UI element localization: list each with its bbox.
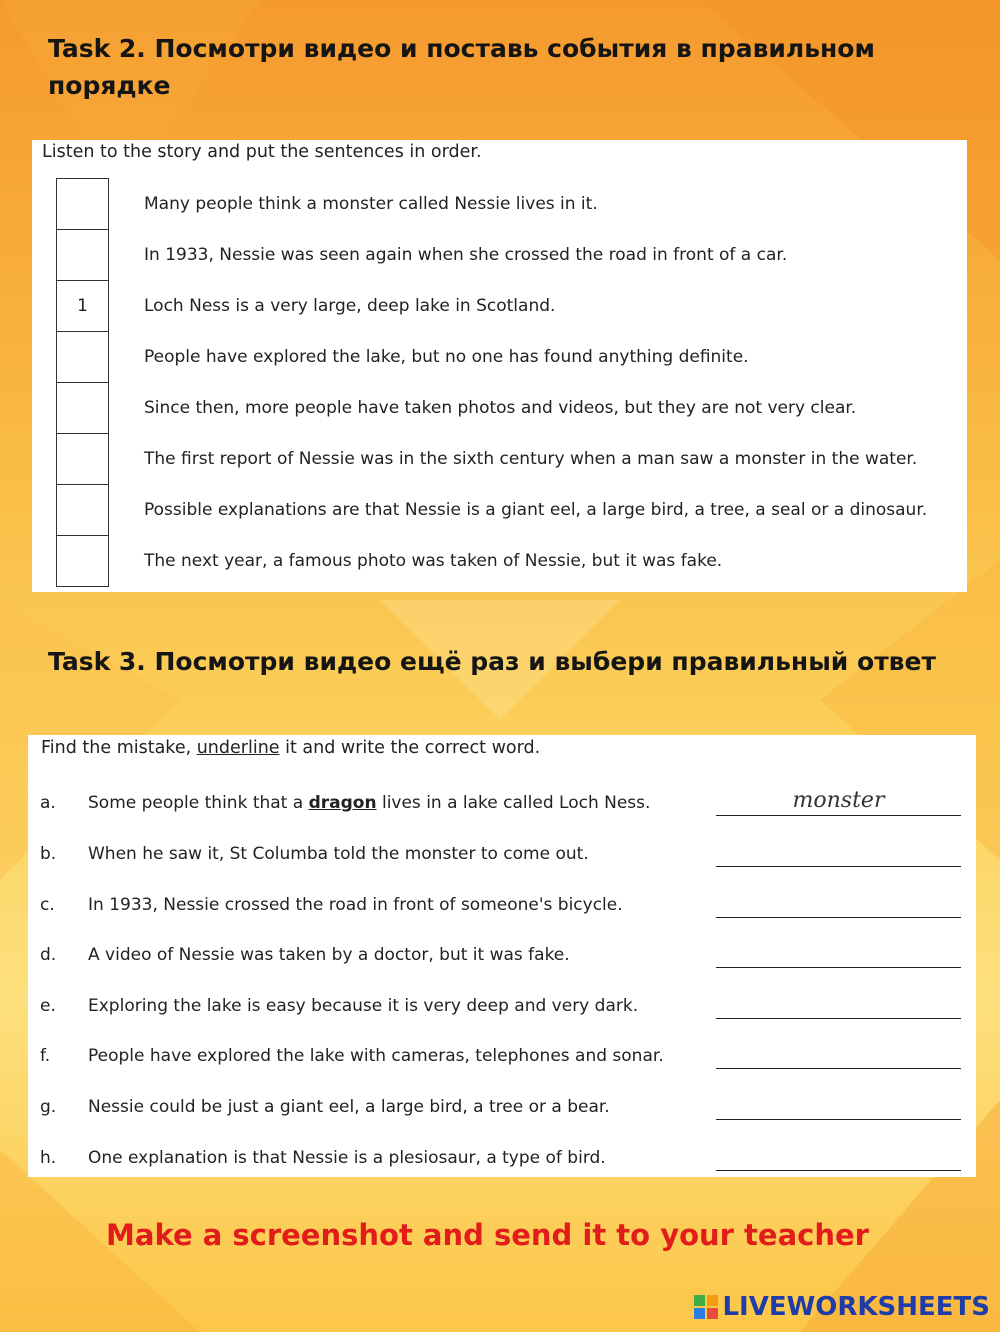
order-number-box[interactable]: 1 (57, 281, 109, 332)
liveworksheets-logo-icon (694, 1295, 718, 1319)
sentence-start: Some people think that a (88, 793, 309, 813)
order-row (57, 536, 928, 587)
order-number-box[interactable] (57, 485, 109, 536)
liveworksheets-brand[interactable] (694, 1292, 990, 1322)
item-sentence (88, 793, 650, 813)
mistake-item (28, 990, 976, 1030)
order-row (57, 434, 928, 485)
order-number-box[interactable] (57, 230, 109, 281)
marked-mistake-word[interactable]: dragon (308, 793, 377, 813)
task2-title: Task 2. Посмотри видео и поставь события в правильном порядке (48, 34, 875, 100)
ordering-table (56, 178, 928, 587)
task2-instruction: Listen to the story and put the sentences in order. (42, 142, 482, 162)
answer-field[interactable] (716, 990, 961, 1019)
order-sentence: Many people think a monster called Nessie lives in it. (144, 194, 598, 214)
order-sentence: The next year, a famous photo was taken of Nessie, but it was fake. (144, 551, 723, 571)
task3-worksheet (28, 735, 976, 1177)
item-letter: c. (40, 894, 55, 915)
mistake-item (28, 939, 976, 979)
order-row (57, 230, 928, 281)
mistake-item (28, 1040, 976, 1080)
screenshot-instruction: Make a screenshot and send it to your teacher (106, 1218, 869, 1252)
task3-instruction (41, 738, 540, 758)
mistake-item (28, 1142, 976, 1182)
mistake-item-example (28, 787, 976, 827)
order-sentence: Possible explanations are that Nessie is a giant eel, a large bird, a tree, a seal or a dinosaur. (144, 500, 928, 520)
order-sentence: In 1933, Nessie was seen again when she crossed the road in front of a car. (144, 245, 788, 265)
item-sentence[interactable]: Nessie could be just a giant eel, a large bird, a tree or a bear. (88, 1097, 610, 1117)
item-letter: b. (40, 844, 57, 864)
order-number-box[interactable] (57, 536, 109, 587)
order-number-box[interactable] (57, 179, 109, 230)
task3-title: Task 3. Посмотри видео ещё раз и выбери правильный ответ (48, 647, 936, 676)
item-sentence[interactable]: A video of Nessie was taken by a doctor, but it was fake. (88, 945, 570, 966)
item-sentence[interactable]: In 1933, Nessie crossed the road in front of someone's bicycle. (88, 894, 623, 915)
task2-worksheet (32, 140, 967, 592)
answer-field[interactable] (716, 939, 961, 968)
order-row (57, 332, 928, 383)
brand-name: LIVEWORKSHEETS (722, 1292, 990, 1322)
order-sentence: People have explored the lake, but no one has found anything definite. (144, 347, 749, 367)
order-number-box[interactable] (57, 383, 109, 434)
item-letter: g. (40, 1097, 57, 1117)
order-sentence: Loch Ness is a very large, deep lake in Scotland. (144, 296, 556, 316)
answer-field[interactable] (716, 889, 961, 918)
order-number-box[interactable] (57, 332, 109, 383)
item-letter: a. (40, 793, 56, 813)
item-letter: f. (40, 1046, 51, 1067)
mistake-item (28, 1091, 976, 1131)
answer-field[interactable] (716, 1091, 961, 1120)
item-sentence[interactable]: Exploring the lake is easy because it is very deep and very dark. (88, 995, 639, 1016)
item-letter: h. (40, 1147, 57, 1168)
answer-field[interactable] (716, 1142, 961, 1171)
order-row (57, 383, 928, 434)
item-letter: e. (40, 995, 56, 1016)
instruction-underlined-word: underline (196, 738, 280, 758)
answer-field[interactable] (716, 1040, 961, 1069)
instruction-text-start: Find the mistake, (41, 738, 197, 758)
mistake-item (28, 838, 976, 878)
answer-field[interactable]: monster (716, 787, 961, 816)
mistake-item (28, 889, 976, 929)
item-sentence[interactable]: People have explored the lake with cameras, telephones and sonar. (88, 1046, 664, 1067)
order-sentence: Since then, more people have taken photos and videos, but they are not very clear. (144, 398, 857, 418)
order-row (57, 485, 928, 536)
answer-field[interactable] (716, 838, 961, 867)
order-row (57, 281, 928, 332)
item-letter: d. (40, 945, 57, 966)
order-number-box[interactable] (57, 434, 109, 485)
item-sentence[interactable]: When he saw it, St Columba told the monster to come out. (88, 844, 589, 864)
order-sentence: The first report of Nessie was in the sixth century when a man saw a monster in the water. (144, 449, 918, 469)
item-sentence[interactable]: One explanation is that Nessie is a plesiosaur, a type of bird. (88, 1147, 606, 1168)
order-row (57, 179, 928, 230)
instruction-text-end: it and write the correct word. (279, 738, 541, 758)
sentence-end: lives in a lake called Loch Ness. (376, 793, 651, 813)
